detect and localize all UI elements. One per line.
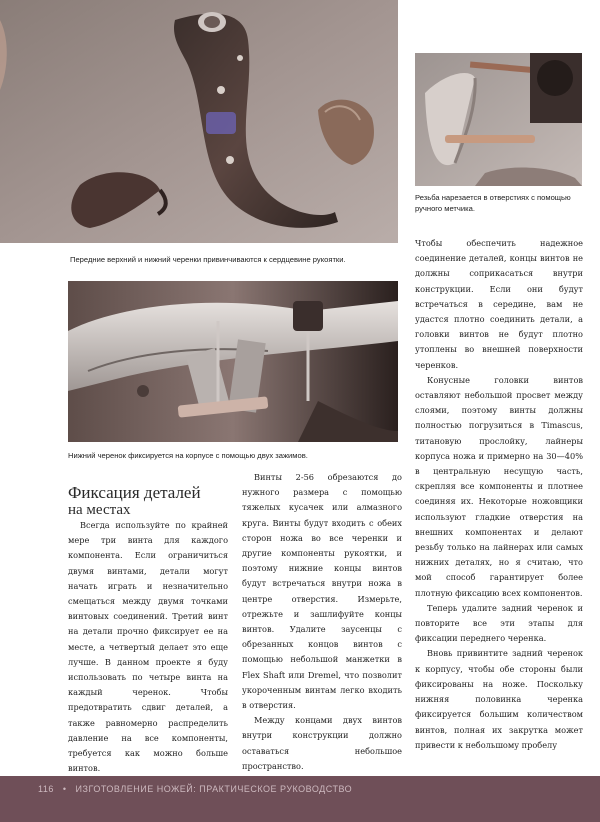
footer-text [38,784,352,794]
photo-clamped-scale [68,281,398,442]
paragraph: Чтобы обеспечить надежное соединение деталей, концы винтов не должны соприкасаться внутри конструкции. Если они будут встречаться в середине, вам не удастся плотно соединить детали, а головки винтов не будут плотно утоплены во внешней поверхности черенков. [415,238,583,370]
section-title-line1: Фиксация деталей [68,483,201,502]
paragraph: Между концами двух винтов внутри конструкции должно оставаться небольшое пространство. [242,715,402,771]
paragraph: Винты 2-56 обрезаются до нужного размера с помощью тяжелых кусачек или алмазного круга. Винты будут входить с обеих сторон ножа во все черенки и другие компоненты рукоятки, и поэтому нижние концы винтов будут встречаться внутри ножа в центре отверстия. Измерьте, отрежьте и зашлифуйте концы винтов. Удалите заусенцы с обрезанных концов винтов с помощью небольшой манжетки в Flex Shaft или Dremel, что позволит укороченным винтам легко входить в отверстия. [242,472,402,711]
page-number: 116 [38,784,54,794]
text-column-1 [68,518,228,776]
section-title [68,484,228,518]
page-footer [0,776,600,822]
paragraph: Всегда используйте по крайней мере три винта для каждого компонента. Если ограничиться двумя винтами, детали могут начать играть и незначительно смещаться между двумя точками винтовых соединений. Третий винт на детали прочно фиксирует ее на месте, а четвертый делает это еще лучше. В данном проекте я буду использовать по четыре винта на каждый черенок. Чтобы предотвратить сдвиг деталей, а также равномерно распределить давление на все компоненты, требуется как можно больше винтов. [68,520,228,774]
text-column-3 [415,236,583,753]
photo-thread-tapping-image [415,53,582,186]
caption-top-photo: Передние верхний и нижний черенки привинчиваются к сердцевине рукоятки. [70,255,346,264]
paragraph: Конусные головки винтов оставляют небольшой просвет между слоями, поэтому винты должны полностью погрузиться в Timascus, титановую прослойку, лайнеры корпуса ножа и примерно на 30—40% в центральную несущую часть, скрепляя все компоненты и плотнее соединяя их. Некоторые ножовщики используют гладкие отверстия на внешних компонентах и делают резьбу только на лайнерах или самых нижних деталях, но я считаю, что мой способ гарантирует более плотную фиксацию всех компонентов. [415,374,583,598]
photo-clamped-scale-image [68,281,398,442]
caption-right-photo: Резьба нарезается в отверстиях с помощью ручного метчика. [415,193,571,213]
text-column-2 [242,470,402,774]
footer-separator: • [62,784,67,794]
photo-handle-core-image [0,0,398,243]
section-title-line2: на местах [68,502,131,518]
photo-handle-core [0,0,398,243]
paragraph: Теперь удалите задний черенок и повторите все эти этапы для фиксации переднего черенка. [415,602,583,644]
paragraph: Вновь привинтите задний черенок к корпусу, чтобы обе стороны были фиксированы на ноже. Поскольку нижняя половинка черенка фиксируется большим количеством винтов, полная их закрутка может привести к небольшому пробелу [415,648,583,750]
caption-middle-photo: Нижний черенок фиксируется на корпусе с помощью двух зажимов. [68,451,308,460]
photo-thread-tapping [415,53,582,186]
book-title: ИЗГОТОВЛЕНИЕ НОЖЕЙ: ПРАКТИЧЕСКОЕ РУКОВОДСТВО [75,784,353,794]
